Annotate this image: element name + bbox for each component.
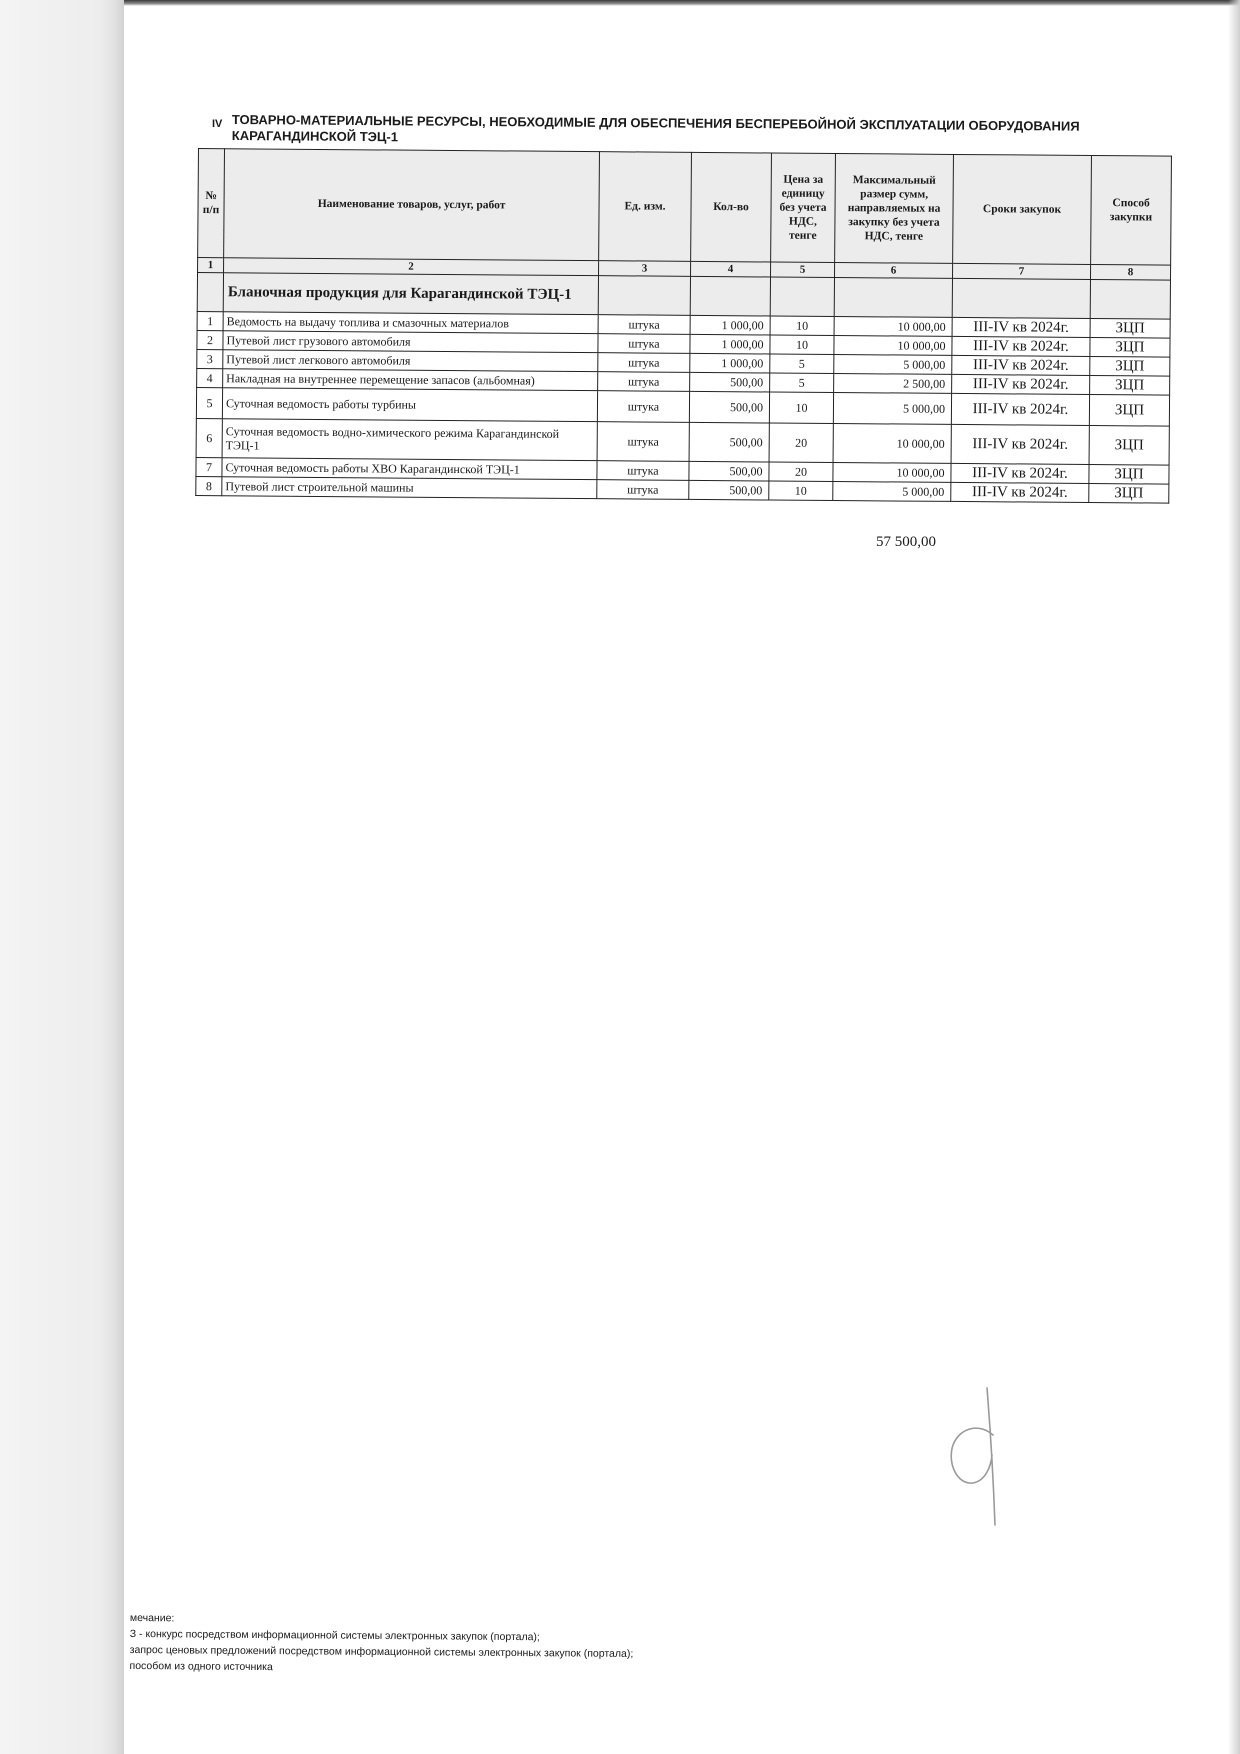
- notes-line: З - конкурс посредством информационной системы электронных закупок (портала);: [129, 1627, 540, 1644]
- column-number: 4: [691, 261, 771, 277]
- row-number: 6: [196, 418, 222, 457]
- row-unit: штука: [598, 334, 690, 354]
- header-period: Сроки закупок: [953, 154, 1092, 264]
- row-sum: 5 000,00: [833, 392, 951, 424]
- row-price: 10: [769, 392, 833, 424]
- row-name: Суточная ведомость работы ХВО Карагандинской ТЭЦ-1: [222, 458, 597, 480]
- row-period: III-IV кв 2024г.: [951, 393, 1089, 425]
- section-number: IV: [212, 118, 223, 130]
- column-number: 3: [599, 261, 691, 277]
- row-quantity: 1 000,00: [690, 353, 770, 373]
- row-method: ЗЦП: [1089, 426, 1169, 466]
- header-method: Способ закупки: [1091, 156, 1172, 266]
- row-method: ЗЦП: [1090, 338, 1170, 358]
- row-method: ЗЦП: [1090, 319, 1170, 339]
- row-name: Суточная ведомость работы турбины: [222, 388, 597, 422]
- row-sum: 5 000,00: [834, 355, 952, 375]
- row-quantity: 500,00: [689, 461, 769, 481]
- column-number: 6: [835, 263, 953, 279]
- handwritten-signature: [935, 1385, 1005, 1535]
- row-period: III-IV кв 2024г.: [952, 317, 1090, 337]
- table-header-row: [198, 149, 1172, 266]
- scan-right-edge: [1228, 0, 1240, 1754]
- group-empty-cell: [598, 276, 690, 316]
- row-method: ЗЦП: [1090, 357, 1170, 377]
- row-number: 1: [197, 311, 223, 330]
- row-period: III-IV кв 2024г.: [952, 336, 1090, 356]
- group-empty-cell: [952, 278, 1090, 318]
- procurement-table: [195, 148, 1172, 504]
- column-number: 2: [224, 258, 599, 276]
- row-quantity: 1 000,00: [690, 315, 770, 335]
- row-unit: штука: [597, 391, 689, 423]
- notes-block: [129, 1610, 829, 1679]
- header-unit-price: Цена за единицу без учета НДС, тенге: [771, 153, 836, 262]
- row-unit: штука: [597, 480, 689, 500]
- row-name: Ведомость на выдачу топлива и смазочных материалов: [223, 312, 598, 334]
- column-number: 7: [952, 263, 1090, 279]
- column-number: 1: [198, 258, 224, 273]
- row-unit: штука: [598, 372, 690, 392]
- header-number: № п/п: [198, 149, 225, 258]
- row-unit: штука: [597, 422, 689, 462]
- column-number: 5: [771, 262, 835, 278]
- section-title: ТОВАРНО-МАТЕРИАЛЬНЫЕ РЕСУРСЫ, НЕОБХОДИМЫЕ ДЛЯ ОБЕСПЕЧЕНИЯ БЕСПЕРЕБОЙНОЙ ЭКСПЛУАТАЦИИ ОБОРУДОВАНИЯ КАРАГАНДИНСКОЙ ТЭЦ-1: [231, 112, 1080, 145]
- row-period: III-IV кв 2024г.: [952, 374, 1090, 394]
- row-period: III-IV кв 2024г.: [951, 463, 1089, 483]
- scan-top-shadow: [124, 0, 1240, 6]
- row-period: III-IV кв 2024г.: [951, 482, 1089, 502]
- row-method: ЗЦП: [1090, 376, 1170, 396]
- group-empty-cell: [690, 276, 770, 316]
- row-price: 5: [770, 373, 834, 393]
- notes-line: пособом из одного источника: [129, 1659, 273, 1674]
- header-quantity: Кол-во: [691, 152, 772, 262]
- row-quantity: 500,00: [690, 372, 770, 392]
- row-number: 7: [196, 457, 222, 476]
- row-name: Путевой лист легкового автомобиля: [223, 350, 598, 372]
- row-number: 3: [197, 349, 223, 368]
- row-sum: 10 000,00: [833, 462, 951, 482]
- row-quantity: 500,00: [689, 422, 769, 462]
- row-sum: 10 000,00: [833, 423, 951, 463]
- row-sum: 10 000,00: [834, 336, 952, 356]
- row-name: Путевой лист грузового автомобиля: [223, 331, 598, 353]
- row-quantity: 1 000,00: [690, 334, 770, 354]
- row-price: 10: [770, 316, 834, 336]
- binding-margin: [0, 0, 124, 1754]
- row-sum: 10 000,00: [834, 317, 952, 337]
- row-name: Накладная на внутреннее перемещение запасов (альбомная): [223, 369, 598, 391]
- row-sum: 5 000,00: [833, 481, 951, 501]
- header-unit: Ед. изм.: [599, 152, 692, 262]
- row-number: 2: [197, 330, 223, 349]
- row-period: III-IV кв 2024г.: [952, 355, 1090, 375]
- row-quantity: 500,00: [689, 391, 769, 423]
- row-quantity: 500,00: [689, 480, 769, 500]
- row-method: ЗЦП: [1089, 395, 1169, 427]
- procurement-table-wrapper: [195, 148, 1171, 504]
- column-number: 8: [1090, 265, 1170, 281]
- group-empty-cell: [834, 278, 952, 318]
- group-empty-cell: [1090, 280, 1170, 320]
- row-number: 8: [196, 476, 222, 495]
- row-period: III-IV кв 2024г.: [951, 424, 1089, 464]
- row-price: 10: [770, 335, 834, 355]
- row-unit: штука: [597, 461, 689, 481]
- row-sum: 2 500,00: [834, 374, 952, 394]
- group-empty-cell: [770, 277, 834, 317]
- notes-heading: мечание:: [129, 1611, 175, 1625]
- row-number: 5: [196, 387, 222, 418]
- group-empty-cell: [197, 273, 223, 312]
- total-sum: 57 500,00: [876, 534, 936, 550]
- row-unit: штука: [598, 315, 690, 335]
- row-price: 20: [769, 423, 833, 463]
- group-title: Бланочная продукция для Карагандинской ТЭЦ-1: [223, 273, 598, 315]
- header-name: Наименование товаров, услуг, работ: [224, 149, 600, 261]
- row-price: 10: [769, 481, 833, 501]
- row-number: 4: [197, 368, 223, 387]
- row-price: 5: [770, 354, 834, 374]
- notes-line: запрос ценовых предложений посредством информационной системы электронных закупок (портала);: [129, 1643, 634, 1660]
- row-method: ЗЦП: [1089, 465, 1169, 485]
- row-price: 20: [769, 462, 833, 482]
- row-method: ЗЦП: [1089, 484, 1169, 504]
- row-name: Путевой лист строительной машины: [222, 477, 597, 499]
- row-unit: штука: [598, 353, 690, 373]
- row-name: Суточная ведомость водно-химического режима Карагандинской ТЭЦ-1: [222, 419, 597, 461]
- header-max-sum: Максимальный размер сумм, направляемых на закупку без учета НДС, тенге: [835, 154, 954, 264]
